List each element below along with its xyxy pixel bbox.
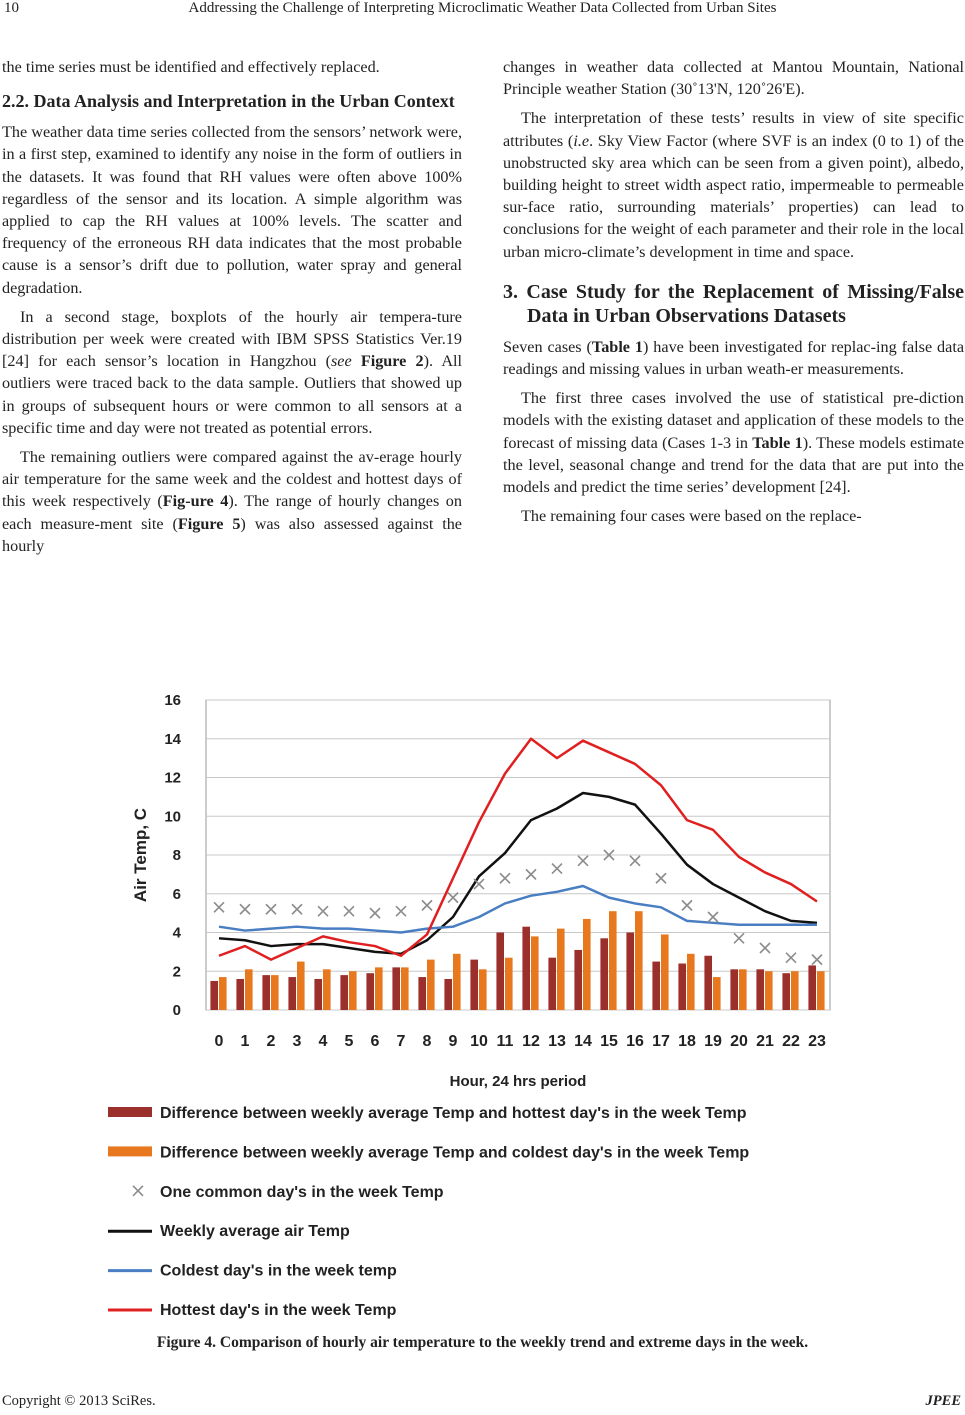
legend-label: Coldest day's in the week temp [160, 1262, 397, 1280]
bar [652, 962, 660, 1010]
x-tick-label: 11 [496, 1033, 514, 1050]
bar [548, 958, 556, 1010]
legend-label: Weekly average air Temp [160, 1223, 350, 1241]
bar [444, 979, 452, 1010]
paragraph: The remaining outliers were compared against the av-erage hourly air temperature for the same week and the coldest and hottest days of this week respectively (Fig-ure 4). The range of hourly changes on each measure-ment site (Figure 5) was also assessed against the hourly [2, 448, 462, 555]
x-tick-label: 7 [396, 1033, 406, 1050]
bar [262, 975, 270, 1010]
x-tick-label: 0 [214, 1033, 224, 1050]
bar [522, 927, 530, 1010]
bar [713, 977, 721, 1010]
x-tick-label: 16 [626, 1033, 644, 1050]
bar [505, 958, 513, 1010]
bar [236, 979, 244, 1010]
y-tick-label: 0 [172, 1002, 181, 1019]
y-tick-label: 4 [172, 924, 181, 942]
journal-name: JPEE [925, 1393, 961, 1409]
x-tick-label: 22 [782, 1033, 800, 1050]
figure-reference[interactable]: Fig-ure 4 [162, 492, 229, 511]
bar [756, 969, 764, 1010]
page-number: 10 [4, 0, 19, 16]
x-tick-label: 3 [292, 1033, 302, 1050]
x-tick-label: 15 [600, 1033, 618, 1050]
x-tick-label: 6 [370, 1033, 380, 1050]
legend-swatch [108, 1146, 152, 1156]
bar [496, 933, 504, 1011]
x-tick-label: 23 [808, 1033, 826, 1050]
figure-reference[interactable]: Figure 2 [360, 352, 424, 371]
right-column [503, 56, 964, 527]
x-tick-label: 2 [266, 1033, 276, 1050]
section-heading: 2.2. Data Analysis and Interpretation in the Urban Context [2, 91, 455, 112]
y-tick-label: 12 [164, 769, 181, 787]
bar [626, 933, 634, 1011]
bar [453, 954, 461, 1010]
chart-svg [100, 684, 880, 1324]
x-tick-label: 13 [548, 1033, 566, 1050]
x-tick-label: 12 [522, 1033, 540, 1050]
x-tick-label: 9 [448, 1033, 458, 1050]
bar [531, 936, 539, 1010]
legend-label: Difference between weekly average Temp and coldest day's in the week Temp [160, 1144, 750, 1162]
legend-label: Hottest day's in the week Temp [160, 1302, 397, 1319]
x-tick-label: 17 [652, 1033, 670, 1050]
bar [765, 971, 773, 1010]
copyright: Copyright © 2013 SciRes. [2, 1393, 156, 1409]
y-tick-label: 16 [164, 692, 181, 709]
bar [557, 929, 565, 1010]
bar [782, 973, 790, 1010]
y-tick-label: 2 [172, 963, 181, 981]
paragraph: the time series must be identified and effectively replaced. [2, 58, 380, 76]
bar [574, 950, 582, 1010]
paragraph: The weather data time series collected from the sensors’ network were, in a first step, examined to identify any noise in the form of outliers in the datasets. It was found that RH values were often above 100% regardless of the sensor and its location. A simple algorithm was applied to cap the RH values at 100% levels. The scatter and frequency of the erroneous RH data indicates that the most probable cause is a sensor’s drift due to pollution, water spray and general degradation. [2, 123, 462, 297]
bar [297, 962, 305, 1010]
bar [470, 960, 478, 1010]
legend-marker [133, 1186, 143, 1196]
paragraph: In a second stage, boxplots of the hourly air tempera-ture distribution per week were created with IBM SPSS Statistics Ver.19 [24] for each sensor’s location in Hangzhou (see Figure 2). All outliers were traced back to the data sample. Outliers that showed up in groups of subsequent hours or were common to all sensors at a specific time and day were not treated as potential errors. [2, 307, 463, 437]
bar [245, 969, 253, 1010]
bar [678, 964, 686, 1011]
paragraph: changes in weather data collected at Mantou Mountain, National Principle weather Station (30˚13'N, 120˚26'E). [503, 58, 964, 99]
bar [635, 911, 643, 1010]
figure-reference[interactable]: Figure 5 [177, 514, 241, 533]
paragraph: The remaining four cases were based on the replace- [521, 507, 862, 526]
x-tick-label: 10 [470, 1033, 488, 1050]
legend-label: Difference between weekly average Temp and hottest day's in the week Temp [160, 1105, 747, 1122]
y-tick-label: 8 [172, 847, 181, 864]
x-tick-label: 20 [730, 1033, 748, 1050]
bar [730, 969, 738, 1010]
x-tick-label: 1 [240, 1033, 250, 1050]
y-axis-title: Air Temp, C [131, 807, 150, 903]
bar [817, 971, 825, 1010]
bar [392, 967, 400, 1010]
figure-caption: Figure 4. Comparison of hourly air temperature to the weekly trend and extreme days in the week. [156, 1334, 809, 1351]
running-title: Addressing the Challenge of Interpreting Microclimatic Weather Data Collected from Urban Sites [188, 0, 777, 16]
left-column [2, 56, 462, 557]
bar [323, 969, 331, 1010]
paragraph: The interpretation of these tests’ results in view of site specific attributes (i.e. Sky View Factor (where SVF is an index (0 to 1) of the unobstructed sky area which can be seen from a given point), albedo, building height to street width aspect ratio, impermeable to permeable sur-face ratio, surrounding materials’ properties) can lead to conclusions for the weight of each parameter and their role in the local urban micro-climate’s development in time and space. [503, 109, 964, 261]
bar [739, 969, 747, 1010]
bar [661, 934, 669, 1010]
legend-swatch [108, 1107, 152, 1117]
bar [418, 977, 426, 1010]
x-tick-label: 5 [344, 1033, 354, 1050]
x-tick-label: 18 [678, 1033, 696, 1050]
x-tick-label: 19 [704, 1033, 722, 1050]
bar [375, 967, 383, 1010]
bar [609, 911, 617, 1010]
paragraph: The first three cases involved the use of statistical pre-diction models with the existing dataset and application of these models to the forecast of missing data (Cases 1-3 in Table 1). These models estimate the level, seasonal change and trend for the data that are put into the models and predict the time series’ development [24]. [503, 389, 964, 497]
bar [401, 967, 409, 1010]
bar [288, 977, 296, 1010]
bar [704, 956, 712, 1010]
section-heading: 3. Case Study for the Replacement of Missing/False Data in Urban Observations Datasets [503, 280, 964, 327]
bar [340, 975, 348, 1010]
bar [219, 977, 227, 1010]
bar [479, 969, 487, 1010]
bar [314, 979, 322, 1010]
x-tick-label: 21 [756, 1033, 774, 1050]
x-axis-title: Hour, 24 hrs period [449, 1073, 587, 1090]
legend-label: One common day's in the week Temp [160, 1183, 444, 1201]
x-tick-label: 8 [422, 1033, 432, 1050]
y-tick-label: 14 [164, 730, 181, 748]
bar [349, 971, 357, 1010]
y-tick-label: 10 [164, 808, 181, 826]
table-reference[interactable]: Table 1 [591, 337, 643, 356]
y-tick-label: 6 [172, 885, 181, 903]
bar [366, 973, 374, 1010]
bar [808, 965, 816, 1010]
bar [427, 960, 435, 1010]
x-tick-label: 14 [574, 1033, 592, 1050]
bar [583, 919, 591, 1010]
bar [687, 954, 695, 1010]
x-tick-label: 4 [318, 1033, 328, 1050]
paragraph: Seven cases (Table 1) have been investigated for replac-ing false data readings and missing values in urban weath-er measurements. [503, 337, 965, 379]
bar [791, 971, 799, 1010]
bar [210, 981, 218, 1010]
figure-4-chart [100, 684, 880, 1324]
bar [600, 938, 608, 1010]
table-reference[interactable]: Table 1 [752, 433, 803, 452]
bar [271, 975, 279, 1010]
